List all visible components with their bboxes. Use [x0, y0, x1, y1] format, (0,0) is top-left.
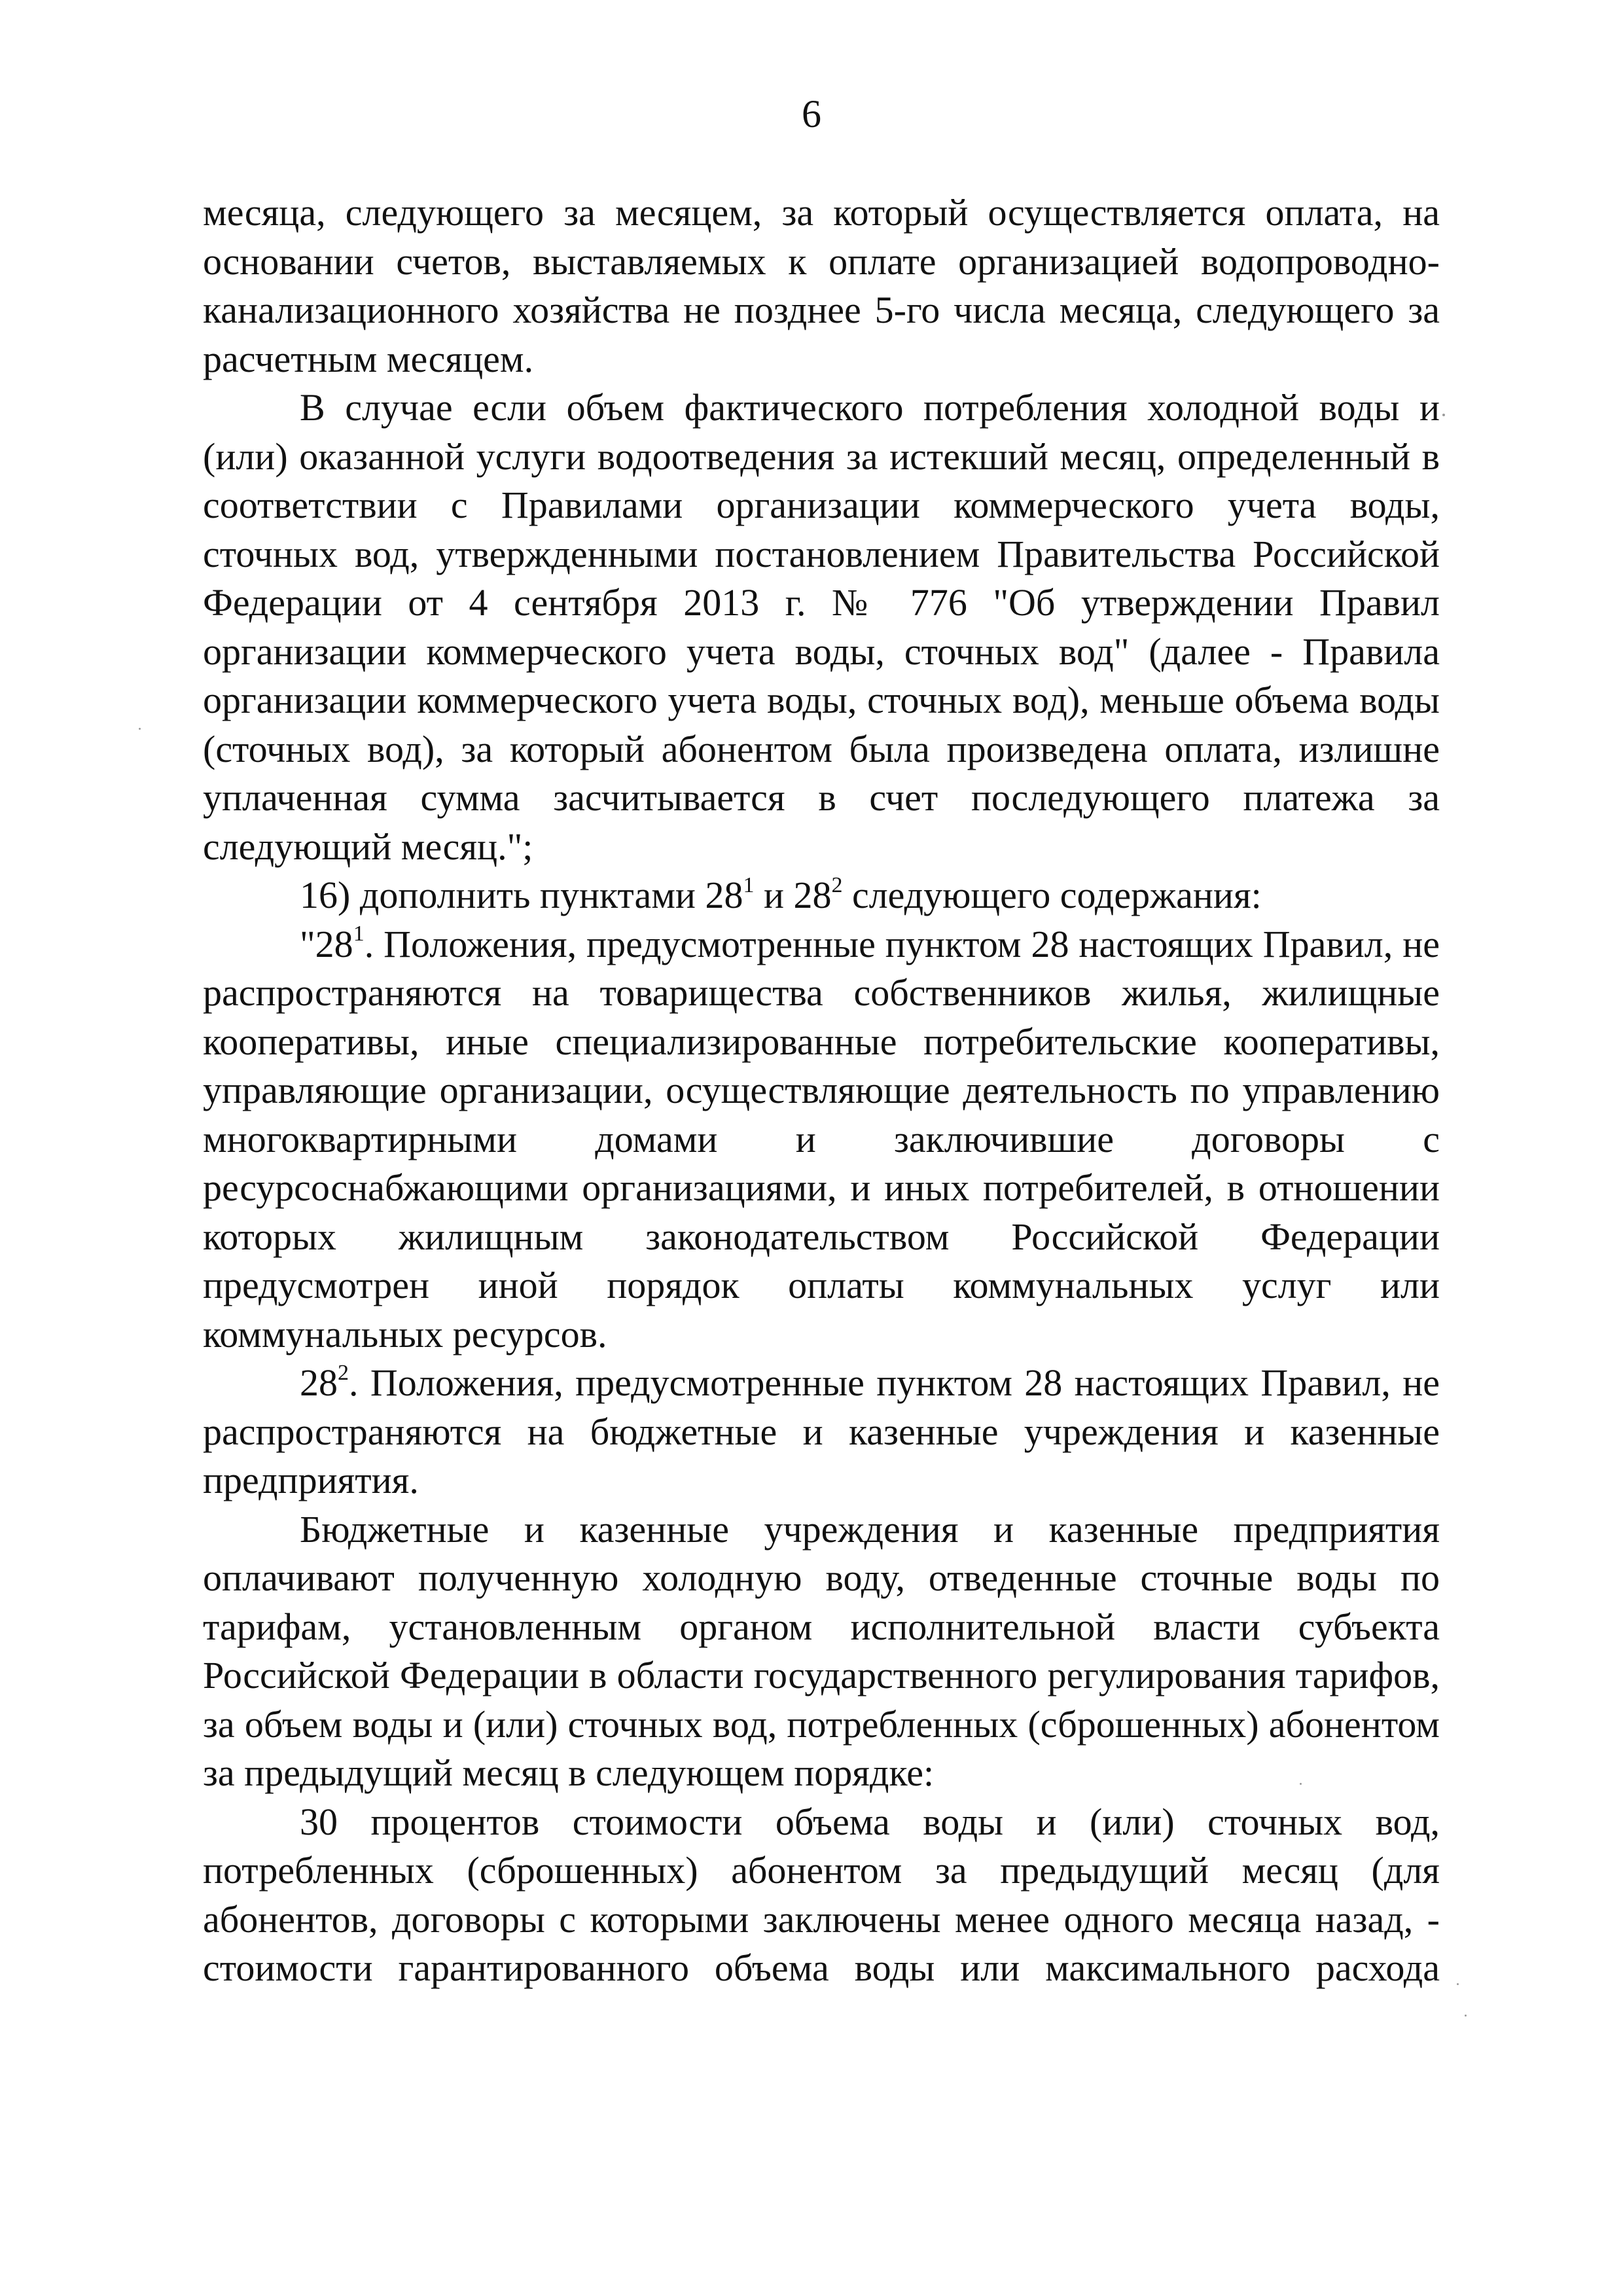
- clause-28-1-text: . Положения, предусмотренные пунктом 28 настоящих Правил, не распространяются на товарищества собственников жилья, жилищные кооперативы, иные специализированные потребительские кооперативы, управляющие организации, осуществляющие деятельность по управлению многоквартирными домами и заключившие договоры с ресурсоснабжающими организациями, и иных потребителей, в отношении которых жилищным законодательством Российской Федерации предусмотрен иной порядок оплаты коммунальных услуг или коммунальных ресурсов.: [203, 922, 1440, 1355]
- scan-speck: [1465, 2015, 1467, 2017]
- scan-speck: [1457, 1983, 1459, 1985]
- paragraph-thirty-percent: 30 процентов стоимости объема воды и (или) сточных вод, потребленных (сброшенных) абонентом за предыдущий месяц (для абонентов, договоры с которыми заключены менее одного месяца назад, - стоимости гарантированного объема воды или максимального расхода: [203, 1800, 1440, 1989]
- amendment-text-middle: и 28: [754, 874, 832, 916]
- document-body: [203, 188, 1440, 1993]
- clause-28-1-number: "28: [300, 922, 353, 965]
- paragraph-budget-institutions: Бюджетные и казенные учреждения и казенные предприятия оплачивают полученную холодную воду, отведенные сточные воды по тарифам, установленным органом исполнительной власти субъекта Российской Федерации в области государственного регулирования тарифов, за объем воды и (или) сточных вод, потребленных (сброшенных) абонентом за предыдущий месяц в следующем порядке:: [203, 1507, 1440, 1794]
- clause-28-2-text: . Положения, предусмотренные пунктом 28 настоящих Правил, не распространяются на бюджетные и казенные учреждения и казенные предприятия.: [203, 1361, 1440, 1501]
- paragraph-continuation: месяца, следующего за месяцем, за который осуществляется оплата, на основании счетов, выставляемых к оплате организацией водопроводно-канализационного хозяйства не позднее 5-го числа месяца, следующего за расчетным месяцем.: [203, 191, 1440, 380]
- scan-speck: [139, 728, 141, 730]
- scan-speck: [1300, 1783, 1302, 1785]
- superscript-1: 1: [743, 872, 755, 897]
- paragraph-overpayment: В случае если объем фактического потребления холодной воды и (или) оказанной услуги водоотведения за истекший месяц, определенный в соответствии с Правилами организации коммерческого учета воды, сточных вод, утвержденными постановлением Правительства Российской Федерации от 4 сентября 2013 г. № 776 "Об утверждении Правил организации коммерческого учета воды, сточных вод" (далее - Правила организации коммерческого учета воды, сточных вод), меньше объема воды (сточных вод), за который абонентом была произведена оплата, излишне уплаченная сумма засчитывается в счет последующего платежа за следующий месяц.";: [203, 386, 1440, 868]
- amendment-text-end: следующего содержания:: [842, 874, 1262, 916]
- paragraph-amendment-16: [203, 871, 1440, 920]
- clause-28-2-number: 28: [300, 1361, 338, 1404]
- page-number: 6: [802, 92, 821, 135]
- scan-speck: [1442, 414, 1445, 416]
- clause-28-2-superscript: 2: [338, 1360, 349, 1385]
- amendment-text-start: 16) дополнить пунктами 28: [300, 874, 743, 916]
- superscript-2: 2: [831, 872, 843, 897]
- paragraph-clause-28-2: [203, 1359, 1440, 1505]
- clause-28-1-superscript: 1: [353, 922, 365, 946]
- paragraph-clause-28-1: [203, 920, 1440, 1359]
